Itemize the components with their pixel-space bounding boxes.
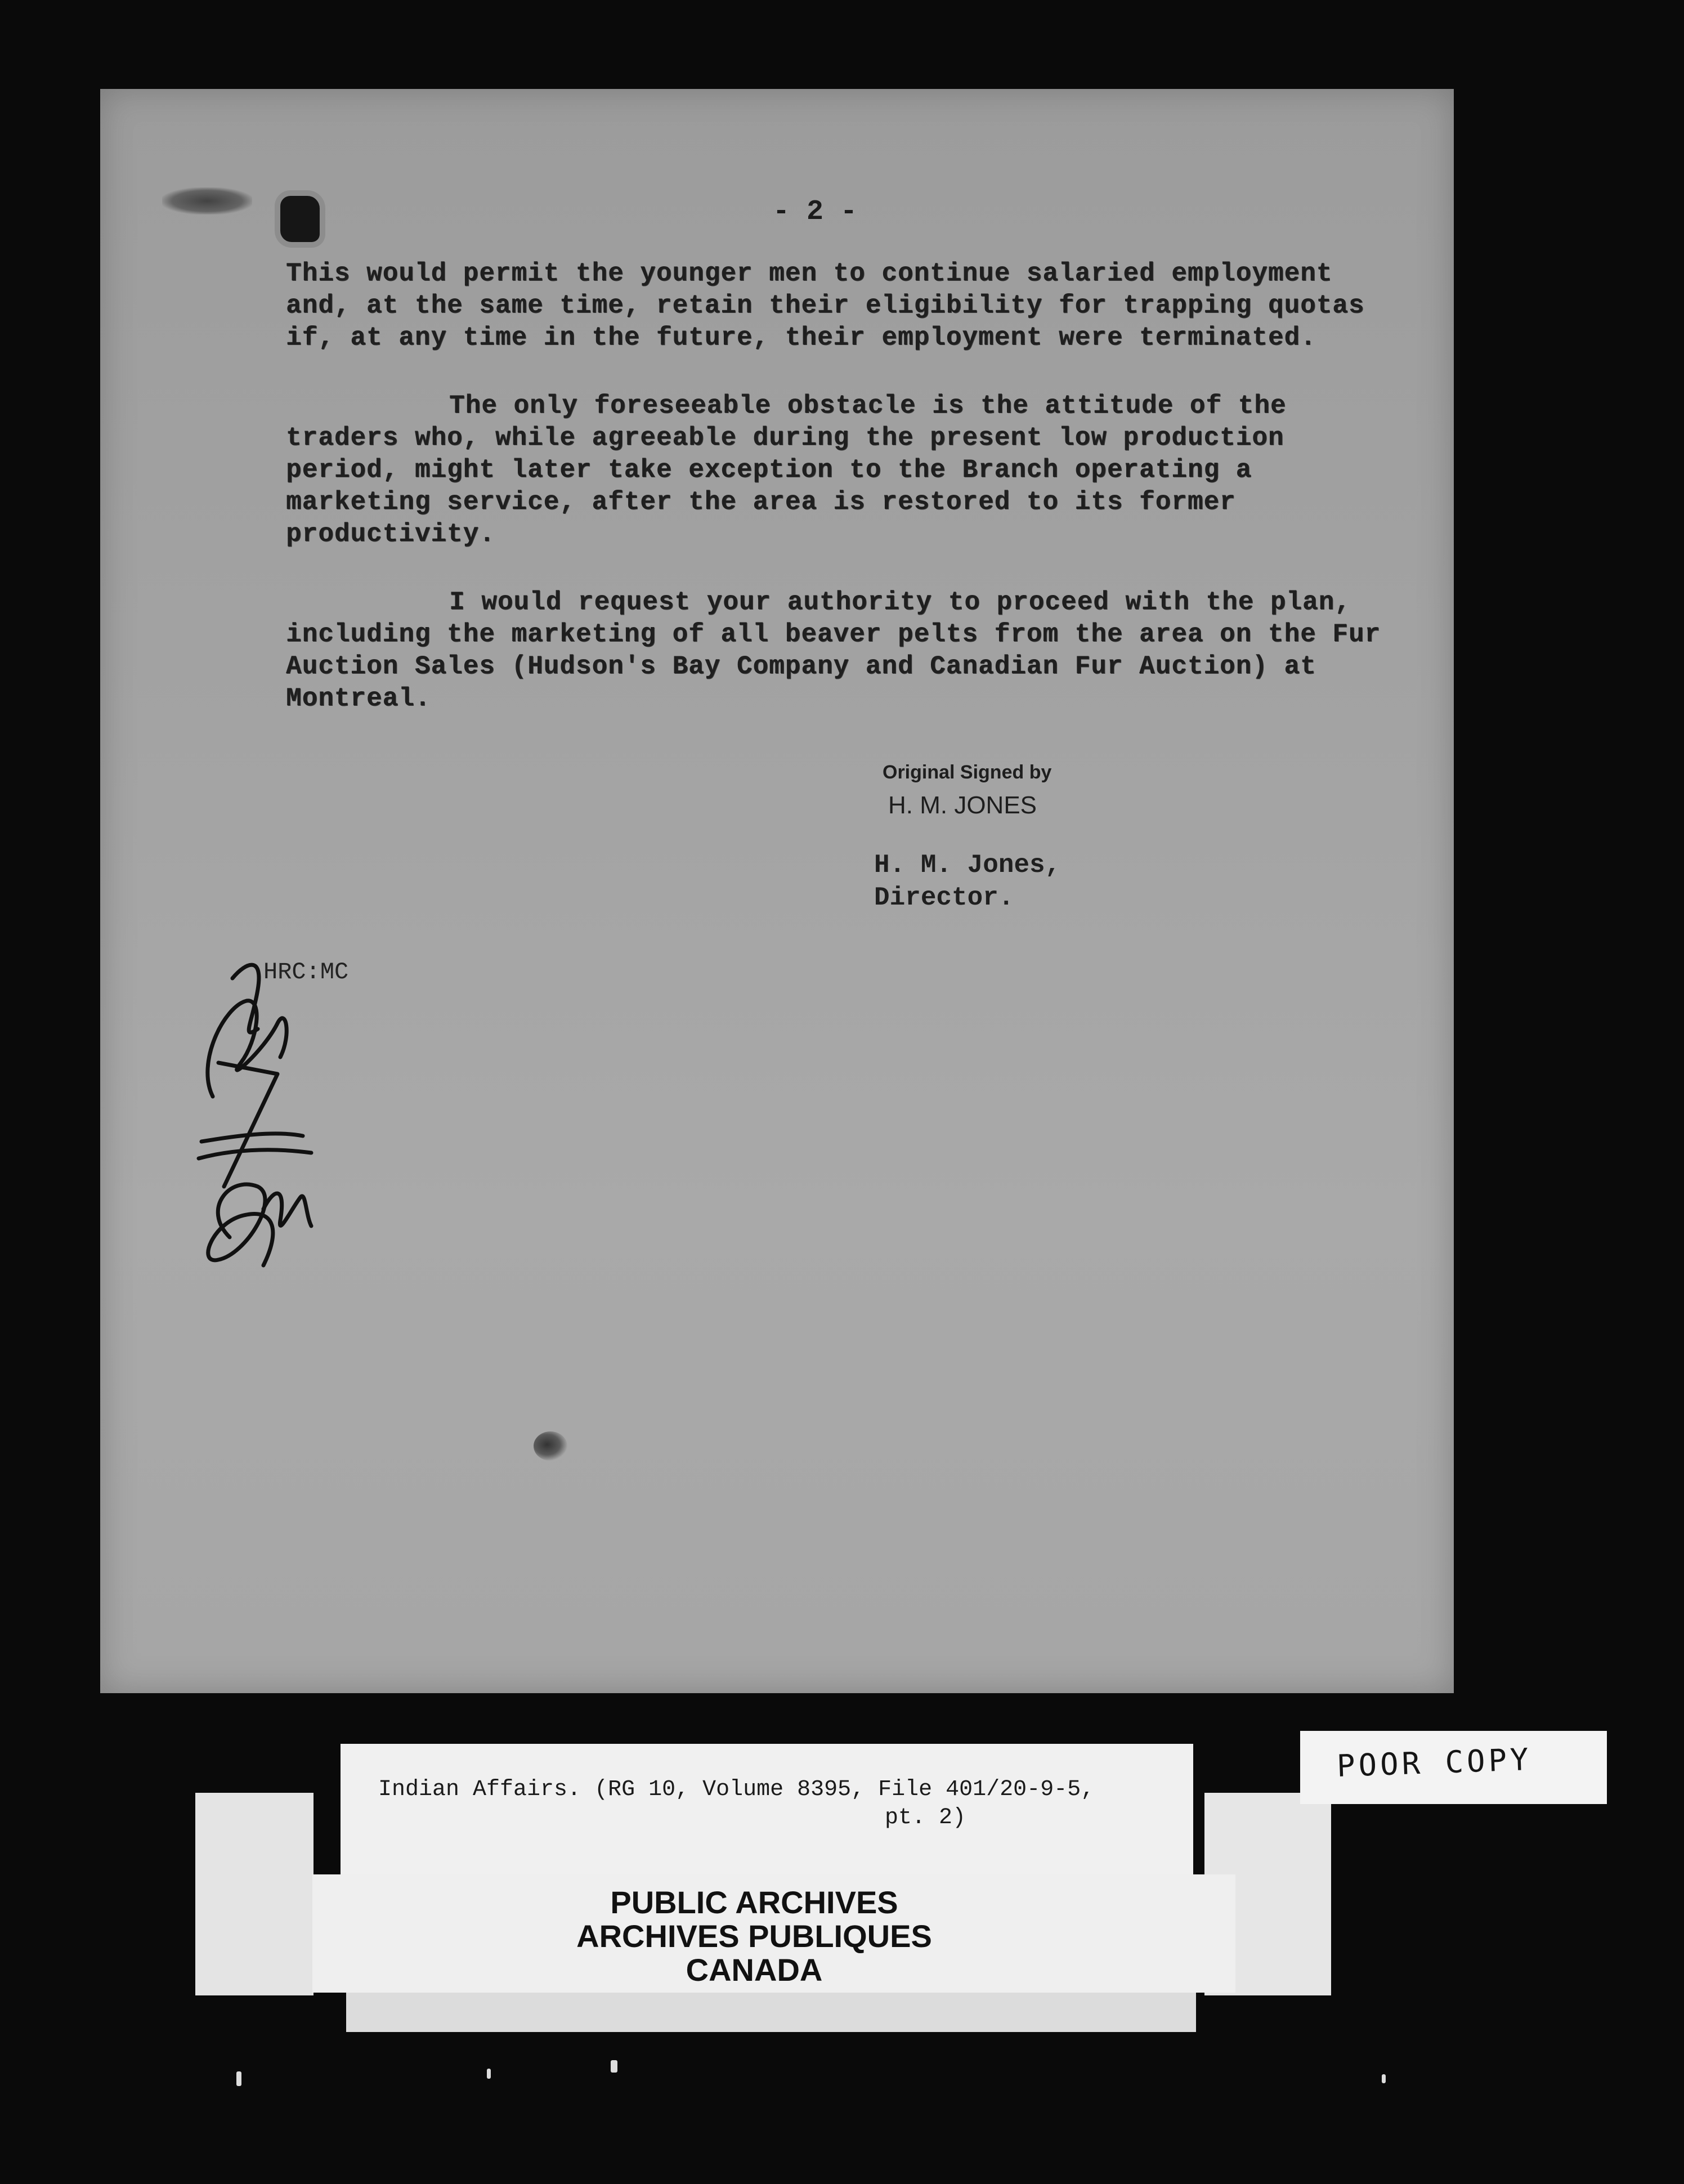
page-number: - 2 - [772,196,858,228]
original-signed-stamp [883,762,1051,820]
signatory-title: Director. [874,883,1014,912]
typed-signature-block [874,849,1060,914]
signed-stamp-label: Original Signed by [883,762,1052,783]
archive-name [473,1886,1036,1987]
paper-stain [534,1431,567,1461]
archive-card-bottom-strip [346,1993,1196,2032]
punch-hole [280,196,320,242]
archive-reference-line-2: pt. 2) [885,1805,966,1831]
archive-card-left-tab [195,1793,313,1995]
archive-country: CANADA [686,1952,823,1988]
paragraph-3: I would request your authority to proceed with the plan, including the marketing of all beaver pelts from the area on the Fur Auction Sales (Hudson's Bay Company and Canadian Fur Auction) at Montreal. [286,588,1381,713]
archive-reference-line-1: Indian Affairs. (RG 10, Volume 8395, File 401/20-9-5, [378,1777,1095,1802]
handwritten-initials-scribble [179,894,325,1301]
signatory-name: H. M. Jones, [874,851,1061,880]
signed-stamp-name: H. M. JONES [888,791,1037,819]
film-speck [487,2069,491,2079]
archive-name-french: ARCHIVES PUBLIQUES [576,1918,932,1954]
paragraph-1: This would permit the younger men to continue salaried employment and, at the same time, retain their eligibility for trapping quotas if, at any time in the future, their employment were terminated. [286,259,1365,352]
archive-reference [378,1776,1094,1832]
poor-copy-note: POOR COPY [1336,1741,1533,1784]
film-speck [236,2071,241,2086]
letter-body [286,258,1389,751]
archive-name-english: PUBLIC ARCHIVES [610,1885,898,1920]
staple-tear-mark [162,187,252,214]
typist-initials: HRC:MC [263,959,349,986]
letter-page [100,89,1454,1693]
film-speck [1382,2074,1386,2083]
paragraph-2: The only foreseeable obstacle is the attitude of the traders who, while agreeable during the present low production period, might later take exception to the Branch operating a marketing service, after the area is restored to its former productivity. [286,391,1287,549]
film-speck [611,2060,617,2073]
